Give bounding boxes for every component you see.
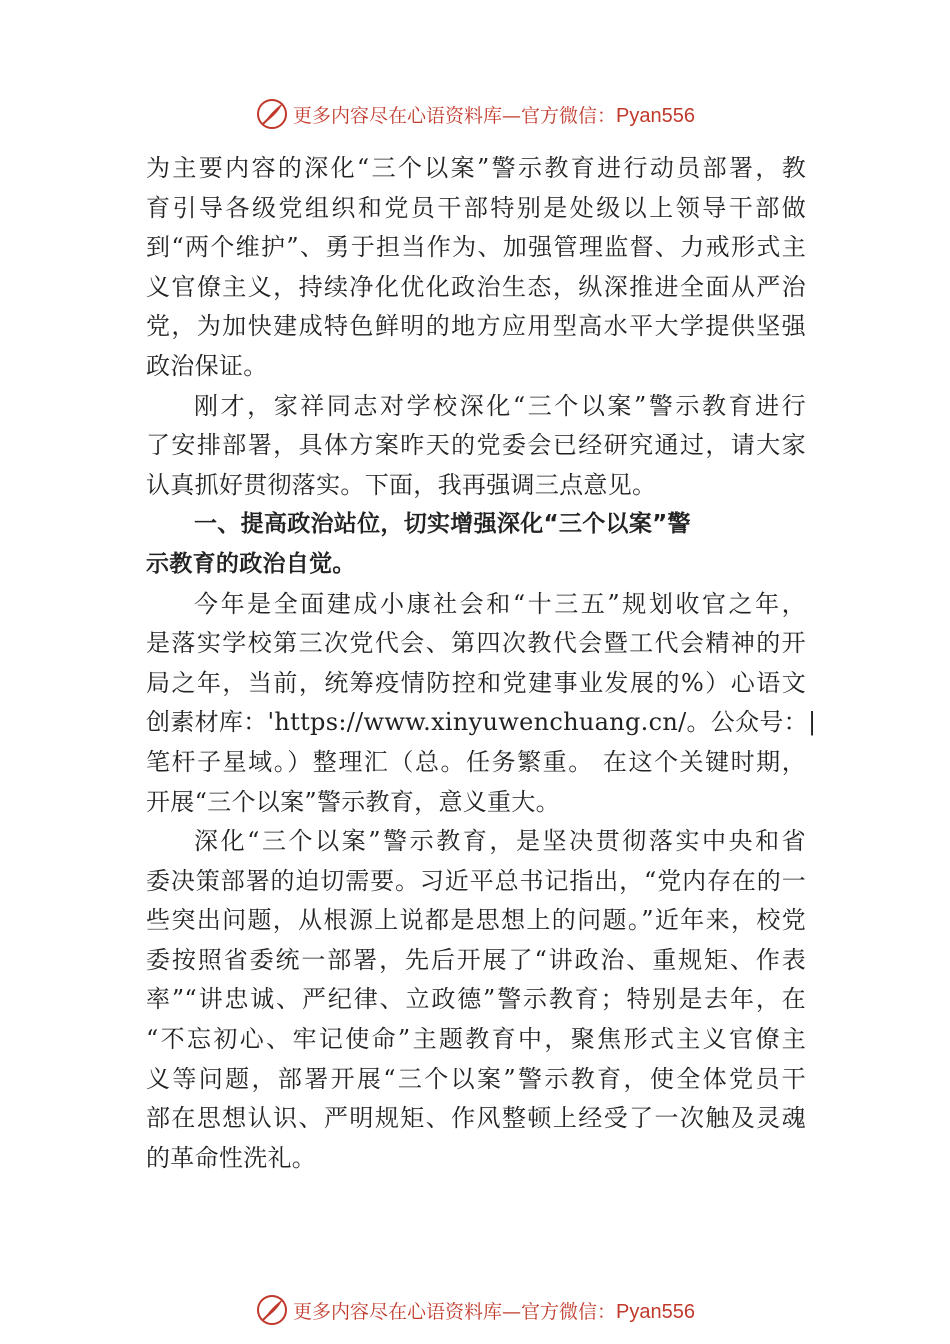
wechat-id: Pyan556 [616,104,695,127]
banner-text: 更多内容尽在心语资料库—官方微信：Pyan556 [293,104,695,127]
text-line: 些突出问题，从根源上说都是思想上的问题。”近年来，校党 [146,906,806,935]
text-line: 政治保证。 [146,351,268,380]
quill-logo-icon [255,1293,289,1327]
text-line: 义等问题，部署开展“三个以案”警示教育，使全体党员干 [146,1064,806,1093]
quill-logo-icon [255,97,289,131]
document-body [146,149,817,1178]
text-line: 到“两个维护”、勇于担当作为、加强管理监督、力戒形式主 [146,233,806,262]
banner-text: 更多内容尽在心语资料库—官方微信：Pyan556 [293,1300,695,1323]
header-banner [0,94,950,134]
text-line: 的革命性洗礼。 [146,1143,317,1172]
text-line: 深化“三个以案”警示教育，是坚决贯彻落实中央和省 [194,827,806,856]
text-line: 认真抓好贯彻落实。下面，我再强调三点意见。 [146,470,657,499]
text-line: 为主要内容的深化“三个以案”警示教育进行动员部署，教 [146,154,806,182]
text-line: 笔杆子星域。）整理汇（总。任务繁重。 在这个关键时期， [146,747,806,776]
text-line: “不忘初心、牢记使命”主题教育中，聚焦形式主义官僚主 [146,1025,806,1054]
text-line: 义官僚主义，持续净化优化政治生态，纵深推进全面从严治 [146,272,806,301]
text-line: 创素材库：'https://www.xinyuwenchuang.cn/。公众号：| [146,708,817,737]
text-line: 党，为加快建成特色鲜明的地方应用型高水平大学提供坚强 [146,312,806,341]
text-line: 委按照省委统一部署，先后开展了“讲政治、重规矩、作表 [146,945,806,974]
text-line: 育引导各级党组织和党员干部特别是处级以上领导干部做 [146,193,806,222]
wechat-id: Pyan556 [616,1300,695,1323]
text-line: 开展“三个以案”警示教育，意义重大。 [146,787,560,816]
text-line: 委决策部署的迫切需要。习近平总书记指出，“党内存在的一 [146,866,806,895]
text-line: 是落实学校第三次党代会、第四次教代会暨工代会精神的开 [146,629,806,658]
text-line: 刚才，家祥同志对学校深化“三个以案”警示教育进行 [194,391,806,420]
text-line: 局之年，当前，统筹疫情防控和党建事业发展的%）心语文 [146,668,806,697]
text-line: 今年是全面建成小康社会和“十三五”规划收官之年， [194,589,806,618]
section-heading: 一、提高政治站位，切实增强深化“三个以案”警 [194,511,691,538]
text-line: 率”“讲忠诚、严纪律、立政德”警示教育；特别是去年，在 [146,985,806,1014]
footer-banner [0,1290,950,1330]
text-line: 部在思想认识、严明规矩、作风整顿上经受了一次触及灵魂 [146,1104,806,1133]
text-line: 了安排部署，具体方案昨天的党委会已经研究通过，请大家 [146,431,806,460]
section-heading: 示教育的政治自觉。 [146,550,356,577]
